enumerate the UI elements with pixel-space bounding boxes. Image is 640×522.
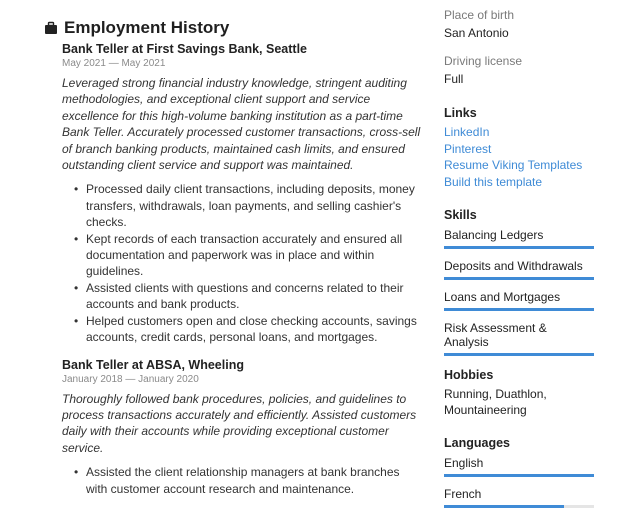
links-section — [444, 106, 594, 190]
skill-bar-fill — [444, 353, 594, 356]
job-title: Bank Teller at ABSA, Wheeling — [62, 357, 244, 372]
place-of-birth-label: Place of birth — [444, 8, 515, 22]
skill-bar-fill — [444, 308, 594, 311]
hobbies-section — [444, 368, 594, 418]
skill-bar-fill — [444, 277, 594, 280]
main-column — [44, 18, 422, 509]
language-bar-fill — [444, 474, 594, 477]
list-item: • Assisted the client relationship managers at bank branches with customer account research and maintenance. — [62, 464, 422, 497]
skill-item — [444, 288, 594, 311]
language-bar-fill — [444, 505, 564, 508]
language-item — [444, 485, 594, 508]
job-entry — [62, 42, 422, 346]
language-name: English — [444, 456, 484, 470]
skill-name: Balancing Ledgers — [444, 228, 544, 242]
place-of-birth-value: San Antonio — [444, 26, 509, 40]
briefcase-icon — [44, 21, 58, 35]
skill-name: Loans and Mortgages — [444, 290, 561, 304]
skill-name: Risk Assessment & Analysis — [444, 321, 547, 349]
job-bullets — [62, 464, 422, 497]
job-date: January 2018 — January 2020 — [62, 373, 199, 385]
job-title: Bank Teller at First Savings Bank, Seattle — [62, 42, 307, 56]
link-resume-viking-templates[interactable]: Resume Viking Templates — [444, 158, 583, 172]
language-name: French — [444, 487, 482, 501]
driving-license-value: Full — [444, 72, 464, 86]
language-bar — [444, 505, 594, 508]
job-entry — [62, 358, 422, 497]
skills-section — [444, 208, 594, 356]
list-item: • Helped customers open and close checking accounts, savings accounts, credit cards, personal loans, and mortgages. — [62, 313, 422, 346]
link-build-this-template[interactable]: Build this template — [444, 174, 543, 189]
driving-license-label: Driving license — [444, 54, 523, 68]
links-title: Links — [444, 106, 477, 120]
job-bullets — [62, 181, 422, 345]
job-date: May 2021 — May 2021 — [62, 58, 166, 69]
job-description: Thoroughly followed bank procedures, policies, and guidelines to process transactions accurately and efficiently. Assisted customers daily with their accounts while providing exceptional customer service. — [62, 391, 417, 455]
list-item: • Kept records of each transaction accurately and ensured all documentation and paperwork was in place and within guidelines. — [62, 231, 422, 280]
hobbies-title: Hobbies — [444, 368, 494, 382]
skill-bar — [444, 308, 594, 311]
skill-item — [444, 257, 594, 280]
hobbies-text: Running, Duathlon, Mountaineering — [444, 387, 547, 417]
skills-title: Skills — [444, 208, 477, 222]
skill-item — [444, 226, 594, 249]
skill-item — [444, 319, 594, 356]
skill-bar — [444, 277, 594, 280]
link-linkedin[interactable]: LinkedIn — [444, 125, 490, 139]
language-bar — [444, 474, 594, 477]
language-item — [444, 454, 594, 477]
link-pinterest[interactable]: Pinterest — [444, 141, 492, 156]
place-of-birth — [444, 8, 594, 40]
skill-bar — [444, 353, 594, 356]
skill-bar-fill — [444, 246, 594, 249]
skill-bar — [444, 246, 594, 249]
employment-history-header — [44, 18, 422, 38]
section-title: Employment History — [64, 18, 230, 37]
driving-license — [444, 54, 594, 86]
list-item: • Processed daily client transactions, including deposits, money transfers, withdrawals, loan payments, and selling cashier's checks. — [62, 181, 422, 230]
job-description: Leveraged strong financial industry knowledge, stringent auditing methodologies, and exceptional client support and service excellence for this high-volume banking institution as a part-time Bank Teller. Accurately processed customer transactions, cross-sell of branch banking products, maintained cash limits, and ensured outstanding client service and support was maintained. — [62, 76, 421, 173]
languages-section — [444, 436, 594, 508]
skill-name: Deposits and Withdrawals — [444, 259, 583, 273]
list-item: • Assisted clients with questions and concerns related to their accounts and bank products. — [62, 280, 422, 313]
sidebar — [444, 8, 594, 522]
languages-title: Languages — [444, 436, 510, 450]
